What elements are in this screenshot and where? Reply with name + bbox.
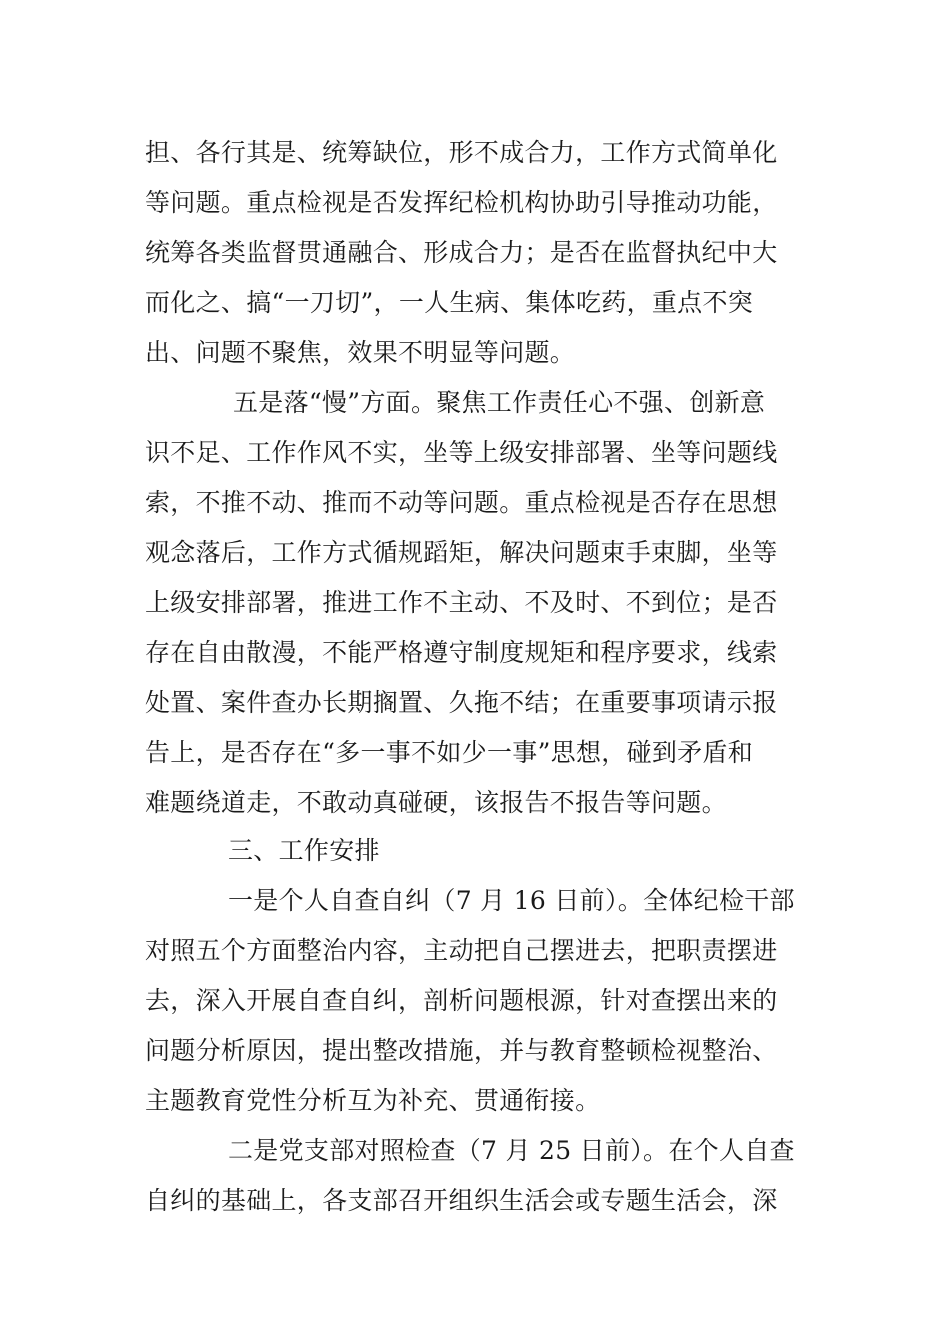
text-line: 自纠的基础上，各支部召开组织生活会或专题生活会，深 <box>145 1186 778 1215</box>
paragraph-start-line: 二是党支部对照检查（7 月 25 日前）。在个人自查 <box>228 1136 795 1165</box>
text-line: 而化之、搞“一刀切”，一人生病、集体吃药，重点不突 <box>145 288 754 317</box>
text-line: 存在自由散漫，不能严格遵守制度规矩和程序要求，线索 <box>145 638 778 667</box>
paragraph-start-line: 一是个人自查自纠（7 月 16 日前）。全体纪检干部 <box>228 886 795 915</box>
text-line: 出、问题不聚焦，效果不明显等问题。 <box>145 338 576 367</box>
text-line: 对照五个方面整治内容，主动把自己摆进去，把职责摆进 <box>145 936 778 965</box>
section-heading: 三、工作安排 <box>228 836 380 865</box>
text-line: 索，不推不动、推而不动等问题。重点检视是否存在思想 <box>145 488 778 517</box>
text-line: 观念落后，工作方式循规蹈矩，解决问题束手束脚，坐等 <box>145 538 778 567</box>
text-line: 告上，是否存在“多一事不如少一事”思想，碰到矛盾和 <box>145 738 754 767</box>
paragraph-start-line: 五是落“慢”方面。聚焦工作责任心不强、创新意 <box>233 388 766 417</box>
text-line: 上级安排部署，推进工作不主动、不及时、不到位；是否 <box>145 588 778 617</box>
text-line: 识不足、工作作风不实，坐等上级安排部署、坐等问题线 <box>145 438 778 467</box>
text-line: 统筹各类监督贯通融合、形成合力；是否在监督执纪中大 <box>145 238 778 267</box>
text-line: 问题分析原因，提出整改措施，并与教育整顿检视整治、 <box>145 1036 778 1065</box>
text-line: 处置、案件查办长期搁置、久拖不结；在重要事项请示报 <box>145 688 778 717</box>
text-line: 去，深入开展自查自纠，剖析问题根源，针对查摆出来的 <box>145 986 778 1015</box>
text-line: 担、各行其是、统筹缺位，形不成合力，工作方式简单化 <box>145 138 778 167</box>
text-line: 难题绕道走，不敢动真碰硬，该报告不报告等问题。 <box>145 788 727 817</box>
text-line: 主题教育党性分析互为补充、贯通衔接。 <box>145 1086 601 1115</box>
text-line: 等问题。重点检视是否发挥纪检机构协助引导推动功能， <box>145 188 778 217</box>
